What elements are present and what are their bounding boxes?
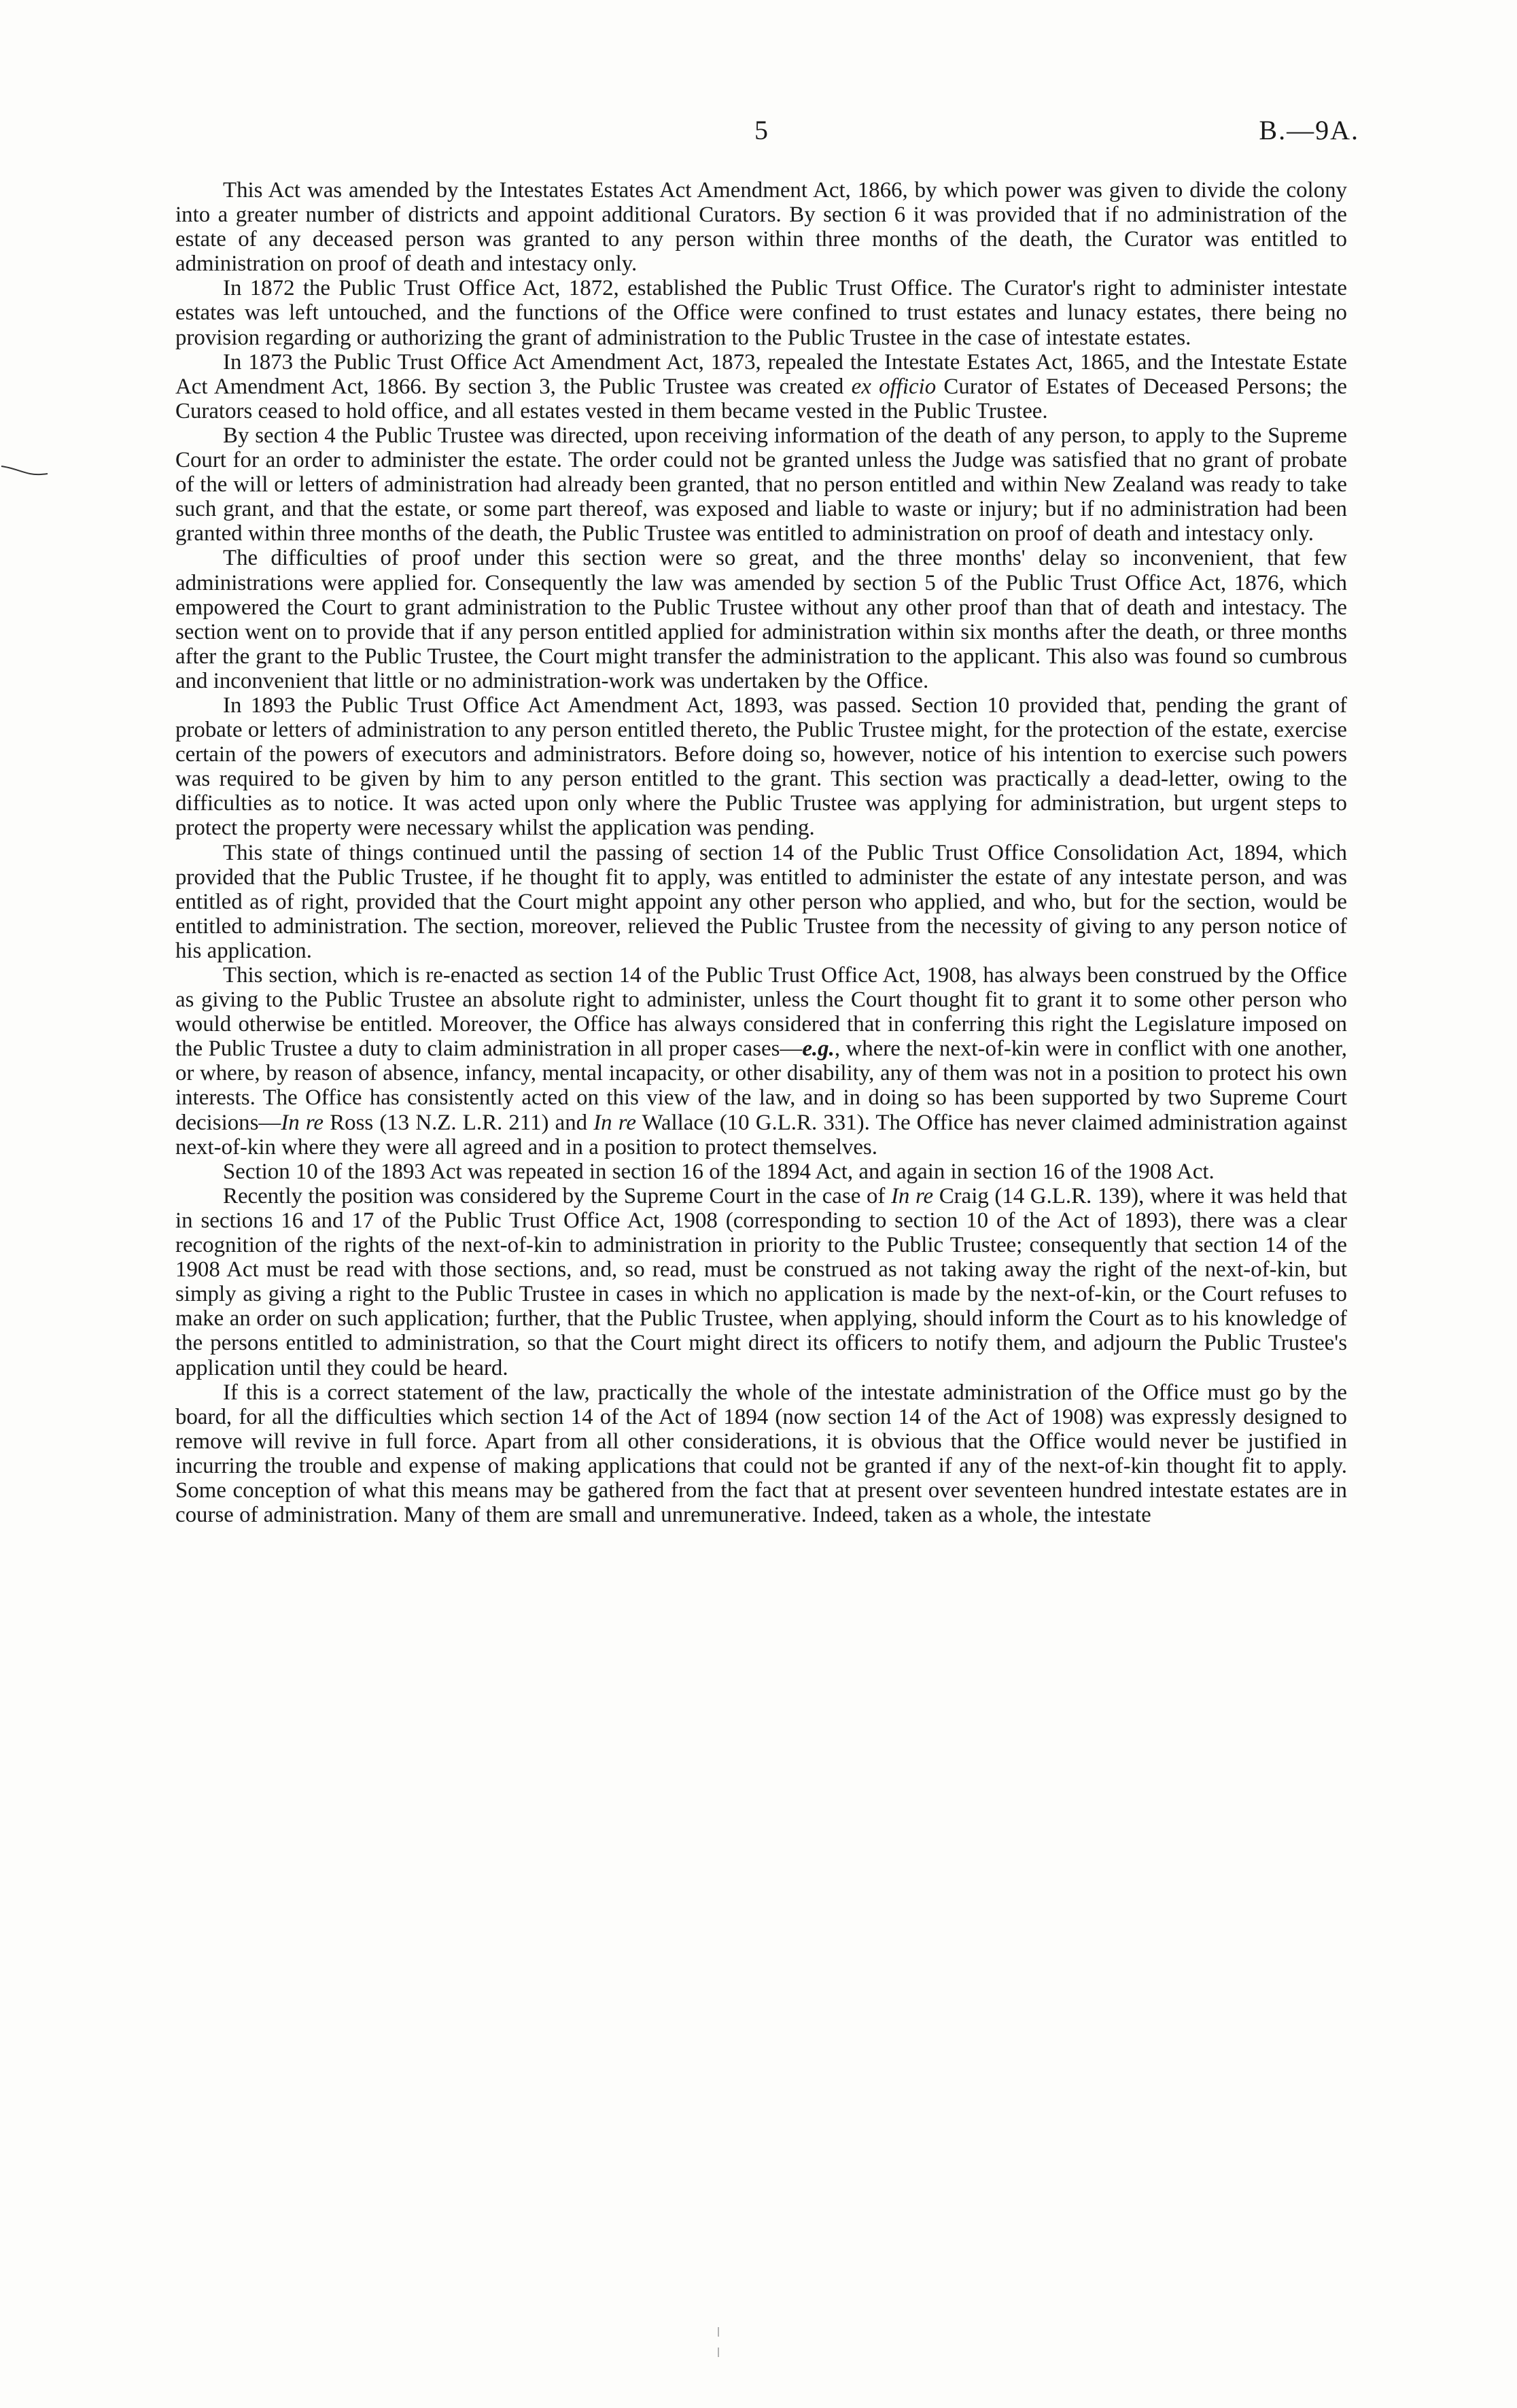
paragraph-11: If this is a correct statement of the law, practically the whole of the intestate administration of the Office must go by the board, for all the difficulties which section 14 of the Act of 1894 (now section 14 of the Act of 1908) was expressly designed to remove will revive in full force. Apart from all other considerations, it is obvious that the Office would never be justified in incurring the trouble and expense of making applications that could not be granted if any of the next-of-kin thought fit to apply. Some conception of what this means may be gathered from the fact that at present over seventeen hundred intestate estates are in course of administration. Many of them are small and unremunerative. Indeed, taken as a whole, the intestate [175, 1380, 1347, 1528]
italic-term: ex officio [851, 374, 937, 399]
italic-term: In re [593, 1110, 636, 1135]
paragraph-5: The difficulties of proof under this section were so great, and the three months' delay so inconvenient, that few administrations were applied for. Consequently the law was amended by section 5 of the Public Trust Office Act, 1876, which empowered the Court to grant administration to the Public Trustee without any other proof than that of death and intestacy. The section went on to provide that if any person entitled applied for administration within six months after the death, or three months after the grant to the Public Trustee, the Court might transfer the administration to the applicant. This also was found so cumbrous and inconvenient that little or no administration-work was undertaken by the Office. [175, 546, 1347, 693]
paragraph-2: In 1872 the Public Trust Office Act, 1872, established the Public Trust Office. The Curator's right to administer intestate estates was left untouched, and the functions of the Office were confined to trust estates and lunacy estates, there being no provision regarding or authorizing the grant of administration to the Public Trustee in the case of intestate estates. [175, 276, 1347, 350]
paragraph-3: In 1873 the Public Trust Office Act Amendment Act, 1873, repealed the Intestate Estates Act, 1865, and the Intestate Estate Act Amendment Act, 1866. By section 3, the Public Trustee was created ex officio Curator of Estates of Deceased Persons; the Curators ceased to hold office, and all estates vested in them became vested in the Public Trustee. [175, 349, 1347, 423]
paragraph-7: This state of things continued until the passing of section 14 of the Public Trust Office Consolidation Act, 1894, which provided that the Public Trustee, if he thought fit to apply, was entitled to administer the estate of any intestate person, and was entitled as of right, provided that the Court might appoint any other person who applied, and who, but for the section, would be entitled to administration. The section, moreover, relieved the Public Trustee from the necessity of giving to any person notice of his application. [175, 840, 1347, 963]
ink-blot [716, 2327, 720, 2368]
paragraph-9: Section 10 of the 1893 Act was repeated in section 16 of the 1894 Act, and again in section 16 of the 1908 Act. [223, 1159, 1215, 1184]
paragraph-8: This section, which is re-enacted as section 14 of the Public Trust Office Act, 1908, has always been construed by the Office as giving to the Public Trustee an absolute right to administer, unless the Court thought fit to grant it to some other person who would otherwise be entitled. Moreover, the Office has always considered that in conferring this right the Legislature imposed on the Public Trustee a duty to claim administration in all proper cases—e.g., where the next-of-kin were in conflict with one another, or where, by reason of absence, infancy, mental incapacity, or other disability, any of them was not in a position to protect his own interests. The Office has consistently acted on this view of the law, and in doing so has been supported by two Supreme Court decisions—In re Ross (13 N.Z. L.R. 211) and In re Wallace (10 G.L.R. 331). The Office has never claimed administration against next-of-kin where they were all agreed and in a position to protect themselves. [175, 963, 1347, 1159]
paragraph-1: This Act was amended by the Intestates Estates Act Amendment Act, 1866, by which power was given to divide the colony into a greater number of districts and appoint additional Curators. By section 6 it was provided that if no administration of the estate of any deceased person was granted to any person within three months of the death, the Curator was entitled to administration on proof of death and intestacy only. [175, 178, 1347, 277]
paragraph-4: By section 4 the Public Trustee was directed, upon receiving information of the death of any person, to apply to the Supreme Court for an order to administer the estate. The order could not be granted unless the Judge was satisfied that no grant of probate of the will or letters of administration had already been granted, that no person entitled and within New Zealand was ready to take such grant, and that the estate, or some part thereof, was exposed and liable to waste or injury; but if no administration had been granted within three months of the death, the Public Trustee was entitled to administration on proof of death and intestacy only. [175, 423, 1347, 546]
margin-pen-mark [0, 462, 49, 478]
document-reference: B.—9A. [1259, 115, 1359, 145]
italic-term: In re [890, 1183, 934, 1208]
italic-term: In re [281, 1110, 324, 1135]
italic-term: e.g. [802, 1036, 835, 1062]
paragraph-10: Recently the position was considered by the Supreme Court in the case of In re Craig (14 G.L.R. 139), where it was held that in sections 16 and 17 of the Public Trust Office Act, 1908 (corresponding to section 10 of the Act of 1893), there was a clear recognition of the rights of the next-of-kin to administration in priority to the Public Trustee; consequently that section 14 of the 1908 Act must be read with those sections, and, so read, must be construed as not taking away the right of the next-of-kin, but simply as giving a right to the Public Trustee in cases in which no application is made by the next-of-kin, or the Court refuses to make an order on such application; further, that the Public Trustee, when applying, should inform the Court as to his knowledge of the persons entitled to administration, so that the Court might direct its officers to notify them, and adjourn the Public Trustee's application until they could be heard. [175, 1183, 1347, 1380]
paragraph-6: In 1893 the Public Trust Office Act Amendment Act, 1893, was passed. Section 10 provided that, pending the grant of probate or letters of administration to any person entitled thereto, the Public Trustee might, for the protection of the estate, exercise certain of the powers of executors and administrators. Before doing so, however, notice of his intention to exercise such powers was required to be given by him to any person entitled to the grant. This section was practically a dead-letter, owing to the difficulties as to notice. It was acted upon only where the Public Trustee was applying for administration, but urgent steps to protect the property were necessary whilst the application was pending. [175, 693, 1347, 841]
page-number: 5 [754, 115, 768, 145]
body-text [175, 178, 1347, 1527]
